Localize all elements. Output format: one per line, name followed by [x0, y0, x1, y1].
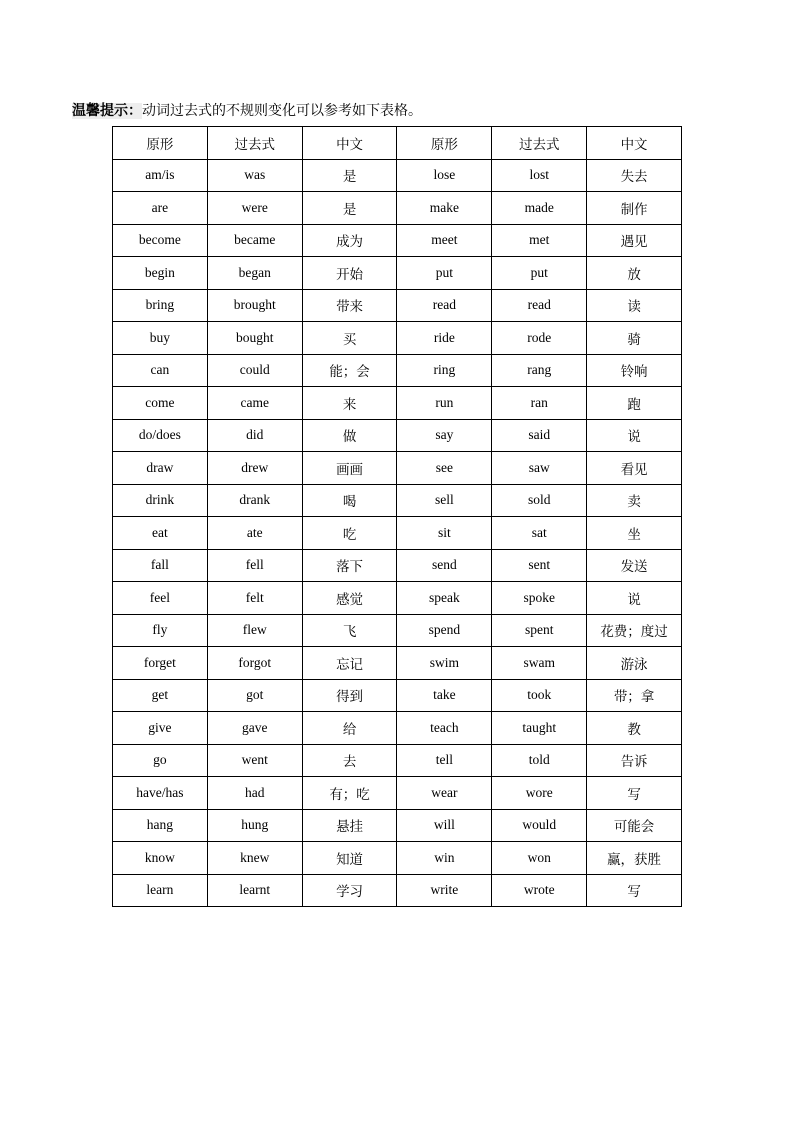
- cell-base-form: feel: [113, 582, 208, 615]
- cell-past-tense: swam: [492, 647, 587, 680]
- table-row: [113, 419, 682, 452]
- cell-past-tense: sat: [492, 517, 587, 550]
- cell-chinese: 可能会: [587, 809, 682, 842]
- cell-base-form: wear: [397, 777, 492, 810]
- cell-past-tense: knew: [207, 842, 302, 875]
- cell-chinese: 花费；度过: [587, 614, 682, 647]
- cell-chinese: 看见: [587, 452, 682, 485]
- cell-past-tense: forgot: [207, 647, 302, 680]
- table-row: [113, 712, 682, 745]
- cell-chinese: 放: [587, 257, 682, 290]
- cell-past-tense: saw: [492, 452, 587, 485]
- cell-past-tense: told: [492, 744, 587, 777]
- cell-base-form: spend: [397, 614, 492, 647]
- cell-past-tense: ate: [207, 517, 302, 550]
- cell-past-tense: began: [207, 257, 302, 290]
- table-row: [113, 549, 682, 582]
- cell-base-form: sit: [397, 517, 492, 550]
- table-row: [113, 354, 682, 387]
- table-row: [113, 484, 682, 517]
- cell-chinese: 成为: [302, 224, 397, 257]
- table-row: [113, 842, 682, 875]
- header-base-form: 原形: [113, 127, 208, 160]
- cell-chinese: 得到: [302, 679, 397, 712]
- cell-past-tense: won: [492, 842, 587, 875]
- cell-base-form: see: [397, 452, 492, 485]
- cell-base-form: ring: [397, 354, 492, 387]
- cell-chinese: 教: [587, 712, 682, 745]
- tip-line: [72, 101, 422, 121]
- cell-past-tense: flew: [207, 614, 302, 647]
- cell-base-form: send: [397, 549, 492, 582]
- cell-base-form: run: [397, 387, 492, 420]
- cell-past-tense: rode: [492, 322, 587, 355]
- cell-chinese: 是: [302, 192, 397, 225]
- cell-base-form: drink: [113, 484, 208, 517]
- cell-chinese: 骑: [587, 322, 682, 355]
- cell-base-form: are: [113, 192, 208, 225]
- cell-chinese: 带；拿: [587, 679, 682, 712]
- table-header: [113, 127, 682, 160]
- table-row: [113, 647, 682, 680]
- cell-chinese: 能；会: [302, 354, 397, 387]
- cell-past-tense: ran: [492, 387, 587, 420]
- tip-label: 温馨提示：: [72, 103, 142, 119]
- table-row: [113, 517, 682, 550]
- cell-past-tense: were: [207, 192, 302, 225]
- cell-base-form: hang: [113, 809, 208, 842]
- cell-base-form: make: [397, 192, 492, 225]
- cell-chinese: 写: [587, 777, 682, 810]
- table-row: [113, 874, 682, 907]
- cell-chinese: 买: [302, 322, 397, 355]
- cell-past-tense: wore: [492, 777, 587, 810]
- table-row: [113, 744, 682, 777]
- cell-past-tense: sold: [492, 484, 587, 517]
- cell-base-form: teach: [397, 712, 492, 745]
- cell-chinese: 卖: [587, 484, 682, 517]
- cell-chinese: 画画: [302, 452, 397, 485]
- cell-past-tense: learnt: [207, 874, 302, 907]
- cell-base-form: meet: [397, 224, 492, 257]
- cell-past-tense: was: [207, 159, 302, 192]
- cell-past-tense: could: [207, 354, 302, 387]
- cell-past-tense: got: [207, 679, 302, 712]
- cell-chinese: 忘记: [302, 647, 397, 680]
- cell-chinese: 做: [302, 419, 397, 452]
- table-row: [113, 387, 682, 420]
- cell-base-form: will: [397, 809, 492, 842]
- table-row: [113, 159, 682, 192]
- cell-chinese: 去: [302, 744, 397, 777]
- cell-past-tense: drew: [207, 452, 302, 485]
- cell-base-form: forget: [113, 647, 208, 680]
- cell-base-form: learn: [113, 874, 208, 907]
- table-row: [113, 582, 682, 615]
- cell-past-tense: gave: [207, 712, 302, 745]
- cell-chinese: 知道: [302, 842, 397, 875]
- cell-past-tense: made: [492, 192, 587, 225]
- cell-past-tense: came: [207, 387, 302, 420]
- cell-base-form: fly: [113, 614, 208, 647]
- cell-past-tense: lost: [492, 159, 587, 192]
- cell-chinese: 制作: [587, 192, 682, 225]
- cell-past-tense: fell: [207, 549, 302, 582]
- cell-chinese: 开始: [302, 257, 397, 290]
- cell-past-tense: went: [207, 744, 302, 777]
- cell-base-form: bring: [113, 289, 208, 322]
- cell-past-tense: taught: [492, 712, 587, 745]
- cell-chinese: 来: [302, 387, 397, 420]
- table-row: [113, 257, 682, 290]
- cell-chinese: 落下: [302, 549, 397, 582]
- cell-base-form: begin: [113, 257, 208, 290]
- cell-chinese: 悬挂: [302, 809, 397, 842]
- cell-past-tense: bought: [207, 322, 302, 355]
- header-row: [113, 127, 682, 160]
- cell-past-tense: rang: [492, 354, 587, 387]
- cell-chinese: 说: [587, 582, 682, 615]
- cell-chinese: 读: [587, 289, 682, 322]
- cell-base-form: do/does: [113, 419, 208, 452]
- cell-chinese: 有；吃: [302, 777, 397, 810]
- table-row: [113, 452, 682, 485]
- cell-chinese: 坐: [587, 517, 682, 550]
- cell-base-form: can: [113, 354, 208, 387]
- table-row: [113, 224, 682, 257]
- cell-base-form: give: [113, 712, 208, 745]
- cell-base-form: swim: [397, 647, 492, 680]
- header-chinese: 中文: [302, 127, 397, 160]
- tip-text: 动词过去式的不规则变化可以参考如下表格。: [142, 103, 422, 119]
- cell-base-form: lose: [397, 159, 492, 192]
- cell-base-form: come: [113, 387, 208, 420]
- cell-past-tense: read: [492, 289, 587, 322]
- cell-past-tense: sent: [492, 549, 587, 582]
- table-body: [113, 159, 682, 907]
- cell-past-tense: brought: [207, 289, 302, 322]
- header-chinese: 中文: [587, 127, 682, 160]
- cell-past-tense: met: [492, 224, 587, 257]
- cell-chinese: 学习: [302, 874, 397, 907]
- cell-chinese: 告诉: [587, 744, 682, 777]
- cell-chinese: 游泳: [587, 647, 682, 680]
- cell-base-form: take: [397, 679, 492, 712]
- cell-base-form: win: [397, 842, 492, 875]
- table-row: [113, 192, 682, 225]
- cell-past-tense: did: [207, 419, 302, 452]
- table-row: [113, 322, 682, 355]
- cell-base-form: buy: [113, 322, 208, 355]
- cell-past-tense: would: [492, 809, 587, 842]
- cell-chinese: 飞: [302, 614, 397, 647]
- cell-past-tense: hung: [207, 809, 302, 842]
- cell-past-tense: said: [492, 419, 587, 452]
- cell-base-form: get: [113, 679, 208, 712]
- cell-base-form: become: [113, 224, 208, 257]
- cell-base-form: fall: [113, 549, 208, 582]
- cell-base-form: draw: [113, 452, 208, 485]
- table-row: [113, 679, 682, 712]
- cell-chinese: 遇见: [587, 224, 682, 257]
- cell-chinese: 写: [587, 874, 682, 907]
- cell-base-form: say: [397, 419, 492, 452]
- cell-past-tense: spent: [492, 614, 587, 647]
- cell-base-form: am/is: [113, 159, 208, 192]
- cell-base-form: write: [397, 874, 492, 907]
- irregular-verb-table: [112, 126, 682, 907]
- cell-chinese: 发送: [587, 549, 682, 582]
- cell-chinese: 铃响: [587, 354, 682, 387]
- cell-chinese: 失去: [587, 159, 682, 192]
- cell-base-form: sell: [397, 484, 492, 517]
- cell-past-tense: took: [492, 679, 587, 712]
- cell-base-form: put: [397, 257, 492, 290]
- cell-base-form: tell: [397, 744, 492, 777]
- cell-chinese: 跑: [587, 387, 682, 420]
- table-row: [113, 289, 682, 322]
- cell-base-form: know: [113, 842, 208, 875]
- cell-past-tense: put: [492, 257, 587, 290]
- cell-past-tense: felt: [207, 582, 302, 615]
- cell-past-tense: wrote: [492, 874, 587, 907]
- cell-chinese: 给: [302, 712, 397, 745]
- cell-base-form: speak: [397, 582, 492, 615]
- cell-base-form: go: [113, 744, 208, 777]
- cell-base-form: eat: [113, 517, 208, 550]
- header-past-tense: 过去式: [207, 127, 302, 160]
- cell-chinese: 感觉: [302, 582, 397, 615]
- cell-chinese: 带来: [302, 289, 397, 322]
- cell-past-tense: spoke: [492, 582, 587, 615]
- table-row: [113, 809, 682, 842]
- cell-past-tense: drank: [207, 484, 302, 517]
- cell-past-tense: had: [207, 777, 302, 810]
- cell-chinese: 吃: [302, 517, 397, 550]
- table-row: [113, 614, 682, 647]
- cell-base-form: have/has: [113, 777, 208, 810]
- cell-chinese: 说: [587, 419, 682, 452]
- table-row: [113, 777, 682, 810]
- cell-base-form: ride: [397, 322, 492, 355]
- cell-chinese: 喝: [302, 484, 397, 517]
- cell-past-tense: became: [207, 224, 302, 257]
- cell-base-form: read: [397, 289, 492, 322]
- cell-chinese: 是: [302, 159, 397, 192]
- header-base-form: 原形: [397, 127, 492, 160]
- cell-chinese: 赢，获胜: [587, 842, 682, 875]
- header-past-tense: 过去式: [492, 127, 587, 160]
